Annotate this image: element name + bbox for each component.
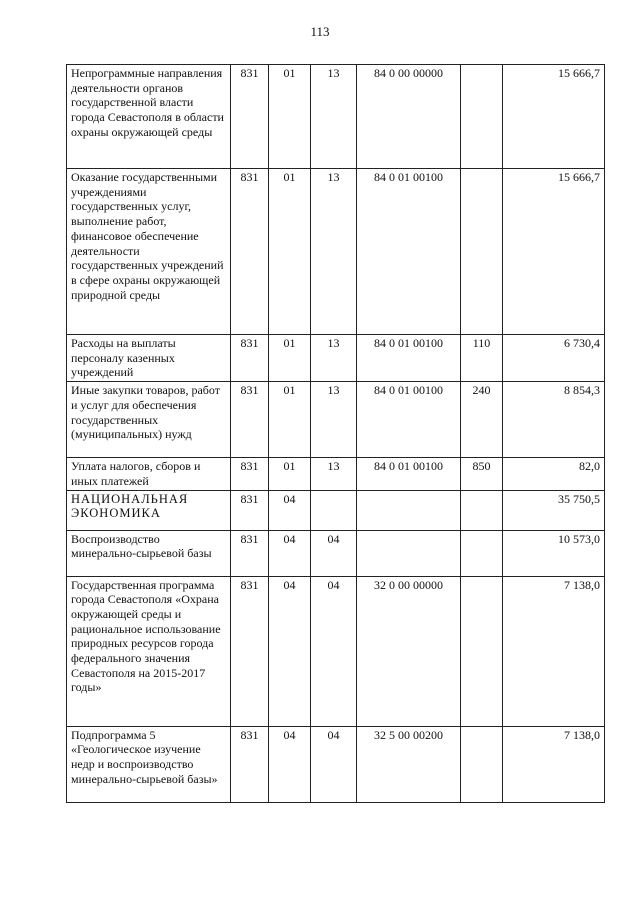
row-ministry-code: 831 [231, 65, 269, 169]
row-amount: 15 666,7 [503, 169, 605, 335]
row-name: Расходы на выплаты персоналу казенных учреждений [67, 335, 231, 382]
row-name: Оказание государственными учреждениями государственных услуг, выполнение работ, финансовое обеспечение деятельности государственных учреждений в сфере охраны окружающей природной среды [67, 169, 231, 335]
page-number: 113 [310, 24, 330, 39]
row-amount: 15 666,7 [503, 65, 605, 169]
row-subsection-code: 13 [311, 335, 357, 382]
row-ministry-code: 831 [231, 576, 269, 726]
row-target-article-code: 84 0 01 00100 [357, 169, 461, 335]
table-row [67, 530, 605, 576]
row-section-code: 01 [269, 65, 311, 169]
row-ministry-code: 831 [231, 458, 269, 490]
row-expense-type-code [461, 726, 503, 802]
row-expense-type-code: 850 [461, 458, 503, 490]
row-section-code: 01 [269, 458, 311, 490]
row-target-article-code: 84 0 01 00100 [357, 458, 461, 490]
budget-table [66, 64, 605, 803]
row-name: НАЦИОНАЛЬНАЯ ЭКОНОМИКА [67, 490, 231, 530]
row-expense-type-code [461, 490, 503, 530]
row-section-code: 04 [269, 530, 311, 576]
row-target-article-code: 32 0 00 00000 [357, 576, 461, 726]
row-amount: 7 138,0 [503, 576, 605, 726]
row-ministry-code: 831 [231, 169, 269, 335]
row-section-code: 01 [269, 335, 311, 382]
row-amount: 7 138,0 [503, 726, 605, 802]
row-subsection-code: 13 [311, 382, 357, 458]
row-expense-type-code [461, 65, 503, 169]
row-name: Государственная программа города Севастополя «Охрана окружающей среды и рациональное использование природных ресурсов города федерального значения Севастополя на 2015-2017 годы» [67, 576, 231, 726]
table-row [67, 726, 605, 802]
row-name: Уплата налогов, сборов и иных платежей [67, 458, 231, 490]
row-amount: 8 854,3 [503, 382, 605, 458]
table-row [67, 490, 605, 530]
row-amount: 82,0 [503, 458, 605, 490]
row-subsection-code: 04 [311, 576, 357, 726]
row-expense-type-code: 110 [461, 335, 503, 382]
row-ministry-code: 831 [231, 530, 269, 576]
row-target-article-code: 84 0 01 00100 [357, 335, 461, 382]
row-subsection-code: 13 [311, 65, 357, 169]
row-ministry-code: 831 [231, 335, 269, 382]
row-expense-type-code: 240 [461, 382, 503, 458]
row-expense-type-code [461, 576, 503, 726]
row-name: Непрограммные направления деятельности органов государственной власти города Севастополя в области охраны окружающей среды [67, 65, 231, 169]
row-ministry-code: 831 [231, 382, 269, 458]
row-section-code: 04 [269, 576, 311, 726]
row-subsection-code: 13 [311, 458, 357, 490]
row-expense-type-code [461, 530, 503, 576]
row-subsection-code: 13 [311, 169, 357, 335]
row-target-article-code: 32 5 00 00200 [357, 726, 461, 802]
table-row [67, 335, 605, 382]
table-row [67, 65, 605, 169]
row-target-article-code [357, 490, 461, 530]
row-amount: 6 730,4 [503, 335, 605, 382]
row-name: Подпрограмма 5 «Геологическое изучение недр и воспроизводство минерально-сырьевой базы» [67, 726, 231, 802]
row-target-article-code [357, 530, 461, 576]
row-amount: 35 750,5 [503, 490, 605, 530]
row-section-code: 04 [269, 490, 311, 530]
row-subsection-code: 04 [311, 530, 357, 576]
row-name: Иные закупки товаров, работ и услуг для обеспечения государственных (муниципальных) нужд [67, 382, 231, 458]
row-ministry-code: 831 [231, 490, 269, 530]
table-row [67, 382, 605, 458]
row-amount: 10 573,0 [503, 530, 605, 576]
row-subsection-code: 04 [311, 726, 357, 802]
row-section-code: 04 [269, 726, 311, 802]
row-section-code: 01 [269, 169, 311, 335]
row-expense-type-code [461, 169, 503, 335]
row-ministry-code: 831 [231, 726, 269, 802]
table-row [67, 576, 605, 726]
row-name: Воспроизводство минерально-сырьевой базы [67, 530, 231, 576]
table-row [67, 169, 605, 335]
row-subsection-code [311, 490, 357, 530]
row-target-article-code: 84 0 01 00100 [357, 382, 461, 458]
row-section-code: 01 [269, 382, 311, 458]
table-row [67, 458, 605, 490]
row-target-article-code: 84 0 00 00000 [357, 65, 461, 169]
